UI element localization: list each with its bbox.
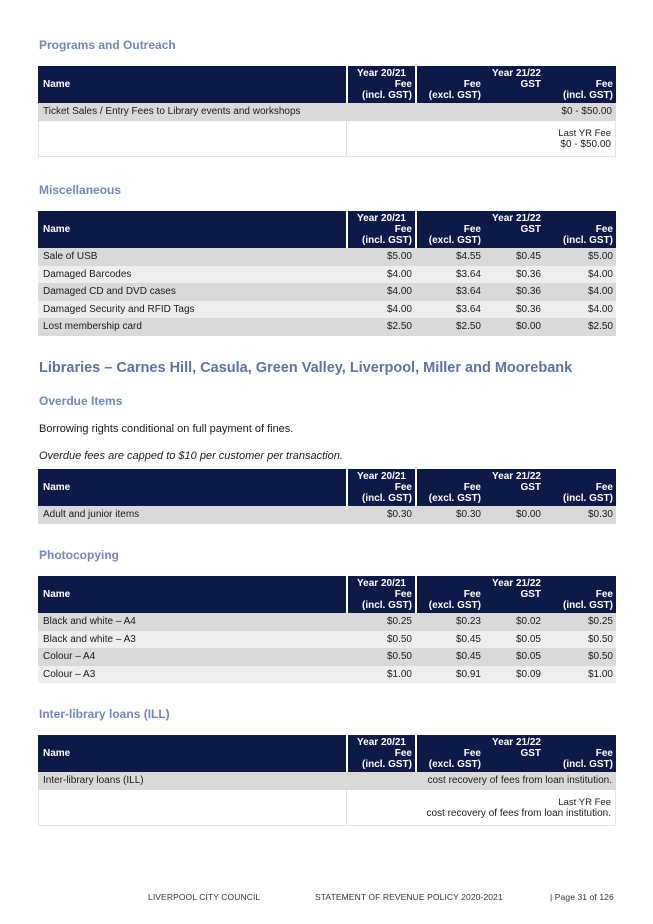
table-row: [38, 318, 616, 336]
section-title-misc: Miscellaneous: [39, 183, 122, 197]
footer-page-number: | Page 31 of 126: [550, 892, 614, 902]
photocopying-table: [38, 576, 616, 683]
table-row: [38, 266, 616, 284]
row-name: Sale of USB: [38, 248, 346, 266]
header-gst: GST: [484, 589, 549, 613]
last-year-row: [38, 121, 616, 157]
row-fee-prev: $1.00: [346, 666, 415, 684]
ill-table: [38, 735, 616, 826]
overdue-cap-note: Overdue fees are capped to $10 per customer per transaction.: [39, 450, 343, 462]
header-fee-incl-curr: Fee (incl. GST): [549, 79, 616, 103]
section-title-ill: Inter-library loans (ILL): [39, 707, 170, 721]
libraries-title: Libraries – Carnes Hill, Casula, Green Valley, Liverpool, Miller and Moorebank: [39, 360, 573, 376]
header-fee-incl-curr: Fee (incl. GST): [549, 748, 616, 772]
row-fee-incl: $4.00: [549, 301, 616, 319]
row-gst: $0.05: [484, 648, 549, 666]
table-row: [38, 772, 616, 790]
row-name: Ticket Sales / Entry Fees to Library events and workshops: [38, 103, 346, 121]
row-name: Lost membership card: [38, 318, 346, 336]
row-fee-text: cost recovery of fees from loan institution.: [346, 772, 616, 790]
last-year-fee: Last YR Fee $0 - $50.00: [346, 121, 616, 157]
table-row: [38, 301, 616, 319]
row-fee-incl: $0.25: [549, 613, 616, 631]
row-fee-prev: $0.25: [346, 613, 415, 631]
header-gst: GST: [484, 224, 549, 248]
row-fee-range: $0 - $50.00: [346, 103, 616, 121]
row-fee-excl: $0.45: [415, 648, 484, 666]
header-name: Name: [38, 211, 346, 248]
row-fee-prev: $0.50: [346, 631, 415, 649]
header-year-prev: Year 20/21: [346, 735, 415, 748]
row-fee-incl: $1.00: [549, 666, 616, 684]
row-fee-excl: $4.55: [415, 248, 484, 266]
row-fee-excl: $0.30: [415, 506, 484, 524]
header-year-prev: Year 20/21: [346, 66, 415, 79]
row-fee-excl: $3.64: [415, 283, 484, 301]
row-name: Damaged CD and DVD cases: [38, 283, 346, 301]
row-name: Adult and junior items: [38, 506, 346, 524]
programs-table: [38, 66, 616, 157]
table-row: [38, 103, 616, 121]
overdue-paragraph: Borrowing rights conditional on full payment of fines.: [39, 423, 294, 435]
header-fee-incl-curr: Fee (incl. GST): [549, 224, 616, 248]
header-fee-excl: Fee (excl. GST): [415, 79, 484, 103]
row-fee-excl: $3.64: [415, 266, 484, 284]
header-year-curr: Year 21/22: [415, 469, 616, 482]
row-fee-prev: $4.00: [346, 283, 415, 301]
row-fee-incl: $4.00: [549, 266, 616, 284]
row-fee-incl: $4.00: [549, 283, 616, 301]
header-gst: GST: [484, 79, 549, 103]
row-fee-incl: $5.00: [549, 248, 616, 266]
row-fee-prev: $0.50: [346, 648, 415, 666]
overdue-table: [38, 469, 616, 524]
misc-table: [38, 211, 616, 336]
row-name: Damaged Barcodes: [38, 266, 346, 284]
row-fee-prev: $5.00: [346, 248, 415, 266]
row-name: Damaged Security and RFID Tags: [38, 301, 346, 319]
row-name: Inter-library loans (ILL): [38, 772, 346, 790]
header-year-prev: Year 20/21: [346, 576, 415, 589]
table-row: [38, 648, 616, 666]
header-year-curr: Year 21/22: [415, 576, 616, 589]
last-year-fee: Last YR Fee cost recovery of fees from loan institution.: [346, 790, 616, 826]
header-fee-incl-curr: Fee (incl. GST): [549, 589, 616, 613]
table-row: [38, 631, 616, 649]
row-gst: $0.36: [484, 283, 549, 301]
row-name: Black and white – A3: [38, 631, 346, 649]
header-fee-incl-prev: Fee (incl. GST): [346, 748, 415, 772]
table-row: [38, 283, 616, 301]
row-fee-incl: $0.50: [549, 648, 616, 666]
footer-org: LIVERPOOL CITY COUNCIL: [148, 892, 261, 902]
header-fee-incl-prev: Fee (incl. GST): [346, 482, 415, 506]
row-fee-incl: $0.50: [549, 631, 616, 649]
row-fee-excl: $2.50: [415, 318, 484, 336]
row-gst: $0.05: [484, 631, 549, 649]
row-name: Colour – A3: [38, 666, 346, 684]
row-gst: $0.36: [484, 301, 549, 319]
header-name: Name: [38, 66, 346, 103]
header-fee-excl: Fee (excl. GST): [415, 589, 484, 613]
header-fee-incl-prev: Fee (incl. GST): [346, 224, 415, 248]
header-fee-incl-prev: Fee (incl. GST): [346, 79, 415, 103]
header-year-curr: Year 21/22: [415, 66, 616, 79]
table-row: [38, 666, 616, 684]
header-fee-excl: Fee (excl. GST): [415, 482, 484, 506]
row-name: Black and white – A4: [38, 613, 346, 631]
table-row: [38, 248, 616, 266]
header-fee-excl: Fee (excl. GST): [415, 224, 484, 248]
row-gst: $0.45: [484, 248, 549, 266]
row-fee-prev: $4.00: [346, 301, 415, 319]
header-year-prev: Year 20/21: [346, 469, 415, 482]
row-gst: $0.00: [484, 506, 549, 524]
row-gst: $0.00: [484, 318, 549, 336]
header-name: Name: [38, 576, 346, 613]
row-fee-prev: $0.30: [346, 506, 415, 524]
header-year-prev: Year 20/21: [346, 211, 415, 224]
header-year-curr: Year 21/22: [415, 211, 616, 224]
section-title-overdue: Overdue Items: [39, 394, 123, 408]
section-title-programs: Programs and Outreach: [39, 38, 176, 52]
footer-doc-title: STATEMENT OF REVENUE POLICY 2020-2021: [315, 892, 503, 902]
section-title-photocopying: Photocopying: [39, 548, 119, 562]
row-fee-prev: $4.00: [346, 266, 415, 284]
header-name: Name: [38, 735, 346, 772]
table-row: [38, 506, 616, 524]
row-fee-excl: $0.91: [415, 666, 484, 684]
table-row: [38, 613, 616, 631]
header-name: Name: [38, 469, 346, 506]
row-name: Colour – A4: [38, 648, 346, 666]
row-fee-excl: $3.64: [415, 301, 484, 319]
header-fee-incl-prev: Fee (incl. GST): [346, 589, 415, 613]
header-gst: GST: [484, 748, 549, 772]
row-fee-incl: $0.30: [549, 506, 616, 524]
row-fee-incl: $2.50: [549, 318, 616, 336]
row-fee-prev: $2.50: [346, 318, 415, 336]
last-year-row: [38, 790, 616, 826]
header-gst: GST: [484, 482, 549, 506]
row-gst: $0.36: [484, 266, 549, 284]
header-fee-incl-curr: Fee (incl. GST): [549, 482, 616, 506]
row-fee-excl: $0.45: [415, 631, 484, 649]
row-fee-excl: $0.23: [415, 613, 484, 631]
header-fee-excl: Fee (excl. GST): [415, 748, 484, 772]
row-gst: $0.02: [484, 613, 549, 631]
row-gst: $0.09: [484, 666, 549, 684]
header-year-curr: Year 21/22: [415, 735, 616, 748]
